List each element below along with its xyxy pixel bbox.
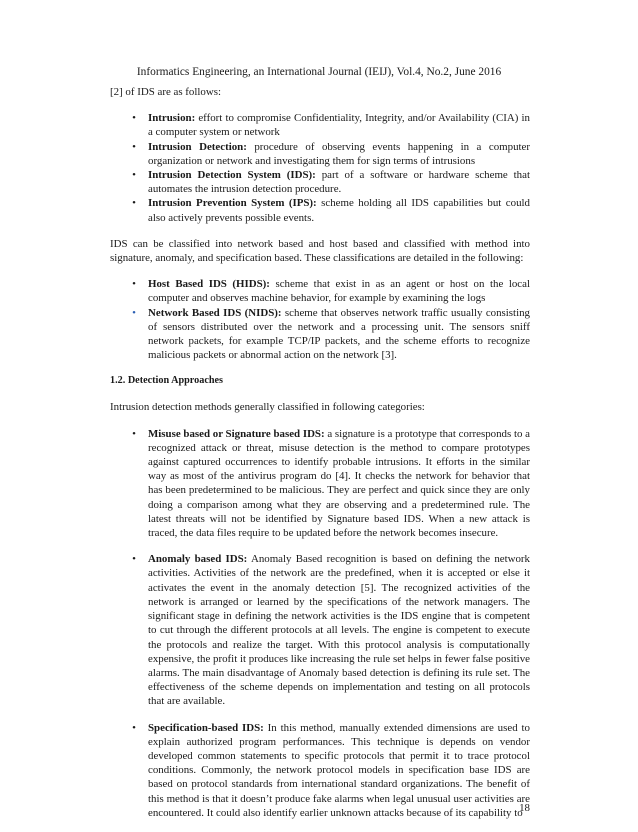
bullet-icon: •: [132, 278, 136, 291]
classification-term: Host Based IDS (HIDS):: [148, 278, 270, 291]
bullet-icon: •: [132, 197, 136, 210]
bullet-icon: •: [132, 427, 136, 440]
section-heading: 1.2. Detection Approaches: [110, 375, 223, 387]
list-item: [132, 427, 530, 541]
bullet-icon: •: [132, 721, 136, 734]
approach-term: Misuse based or Signature based IDS:: [148, 427, 325, 440]
classification-text-body: scheme that observes network traffic usually consisting of sensors distributed over the network and a processing unit. The sensors sniff network packets, for example TCP/IP packets, and the scheme efforts to recognize malicious packets or abnormal action on the network [3].: [148, 306, 530, 362]
classification-text-body: scheme that exist in as an agent or host on the local computer and observes machine behavior, for example by examining the logs: [148, 278, 530, 305]
approach-text: Anomaly Based recognition is based on defining the network activities. Activities of the network are the predefined, when it is accepted or else it activates the event in the anomaly detection [5]. The recognized activities of the network is arranged or learned by the specifications of the network managers. The significant stage in defining the network activities is the IDS engine that is competent to cut through the different protocols at all levels. The engine is competent to execute the protocols and realize the target. With this protocol analysis is computationally expensive, the profit it produces like increasing the rule set helps in fewer false positive alarms. The main disadvantage of Anomaly based detection is defining its rule set. The effectiveness of the scheme depends on implementation and testing on all protocols that are available.: [148, 553, 530, 708]
intro-text: [2] of IDS are as follows:: [110, 86, 221, 98]
classification-term: Network Based IDS (NIDS):: [148, 306, 282, 319]
definition-term: Intrusion Prevention System (IPS):: [148, 197, 317, 210]
page-body: [110, 85, 530, 832]
definition-term: Intrusion Detection:: [148, 140, 247, 153]
approaches-intro: Intrusion detection methods generally classified in following categories:: [110, 401, 425, 414]
bullet-icon: •: [132, 140, 136, 153]
list-item: [132, 552, 530, 708]
definition-term: Intrusion Detection System (IDS):: [148, 169, 316, 182]
list-item: [132, 111, 530, 139]
bullet-icon: •: [132, 169, 136, 182]
running-header: Informatics Engineering, an International Journal (IEIJ), Vol.4, No.2, June 2016: [136, 66, 502, 78]
approach-text: In this method, manually extended dimensions are used to explain authorized program performances. This technique is depends on vendor developed common statements to specific protocols that permit it to trace protocol conditions. Commonly, the network protocol models in specification base IDS are based on protocol standards from international standard organizations. The benefit of this method is that it doesn’t produce fake alarms when legal unusual user activities are encountered. It could also identify earlier unknown attacks because of its capability to: [148, 721, 530, 819]
definition-text: scheme holding all IDS capabilities but could also actively prevents possible events.: [148, 197, 530, 224]
classification-text: IDS can be classified into network based and host based and classified with method into signature, anomaly, and specification based. These classifications are detailed in the following:: [110, 237, 530, 265]
bullet-icon: •: [132, 553, 136, 566]
list-item: [132, 168, 530, 196]
definition-text: effort to compromise Confidentiality, Integrity, and/or Availability (CIA) in a computer system or network: [148, 112, 530, 139]
list-item: [132, 306, 530, 363]
list-item: [132, 721, 530, 820]
bullet-icon: •: [132, 306, 136, 319]
approach-text: a signature is a prototype that corresponds to a recognized attack or threat, misuse detection is the method to compare prototypes against captured occurrences to identify probable intrusions. It efforts in the similar way as most of the antivirus program do [4]. It checks the network for behavior that has been predetermined to be malicious. They are perfect and quick since they are only doing a comparison among what they are observing and a predetermined rule. The latest threats will not be identified by Signature based IDS. When a new attack is traced, the data files require to be updated before the network becomes insecure.: [148, 427, 530, 540]
page-number: 18: [519, 802, 530, 814]
list-item: [132, 140, 530, 168]
bullet-icon: •: [132, 112, 136, 125]
approaches-list: [110, 427, 530, 820]
approach-term: Specification-based IDS:: [148, 721, 264, 734]
list-item: [132, 277, 530, 305]
definition-text: procedure of observing events happening in a computer organization or network and investigating them for sign terms of intrusions: [148, 140, 530, 167]
definitions-list: [110, 111, 530, 225]
definition-term: Intrusion:: [148, 112, 196, 125]
definition-text: part of a software or hardware scheme that automates the intrusion detection procedure.: [148, 169, 530, 196]
list-item: [132, 196, 530, 224]
approach-term: Anomaly based IDS:: [148, 553, 248, 566]
classifications-list: [110, 277, 530, 362]
